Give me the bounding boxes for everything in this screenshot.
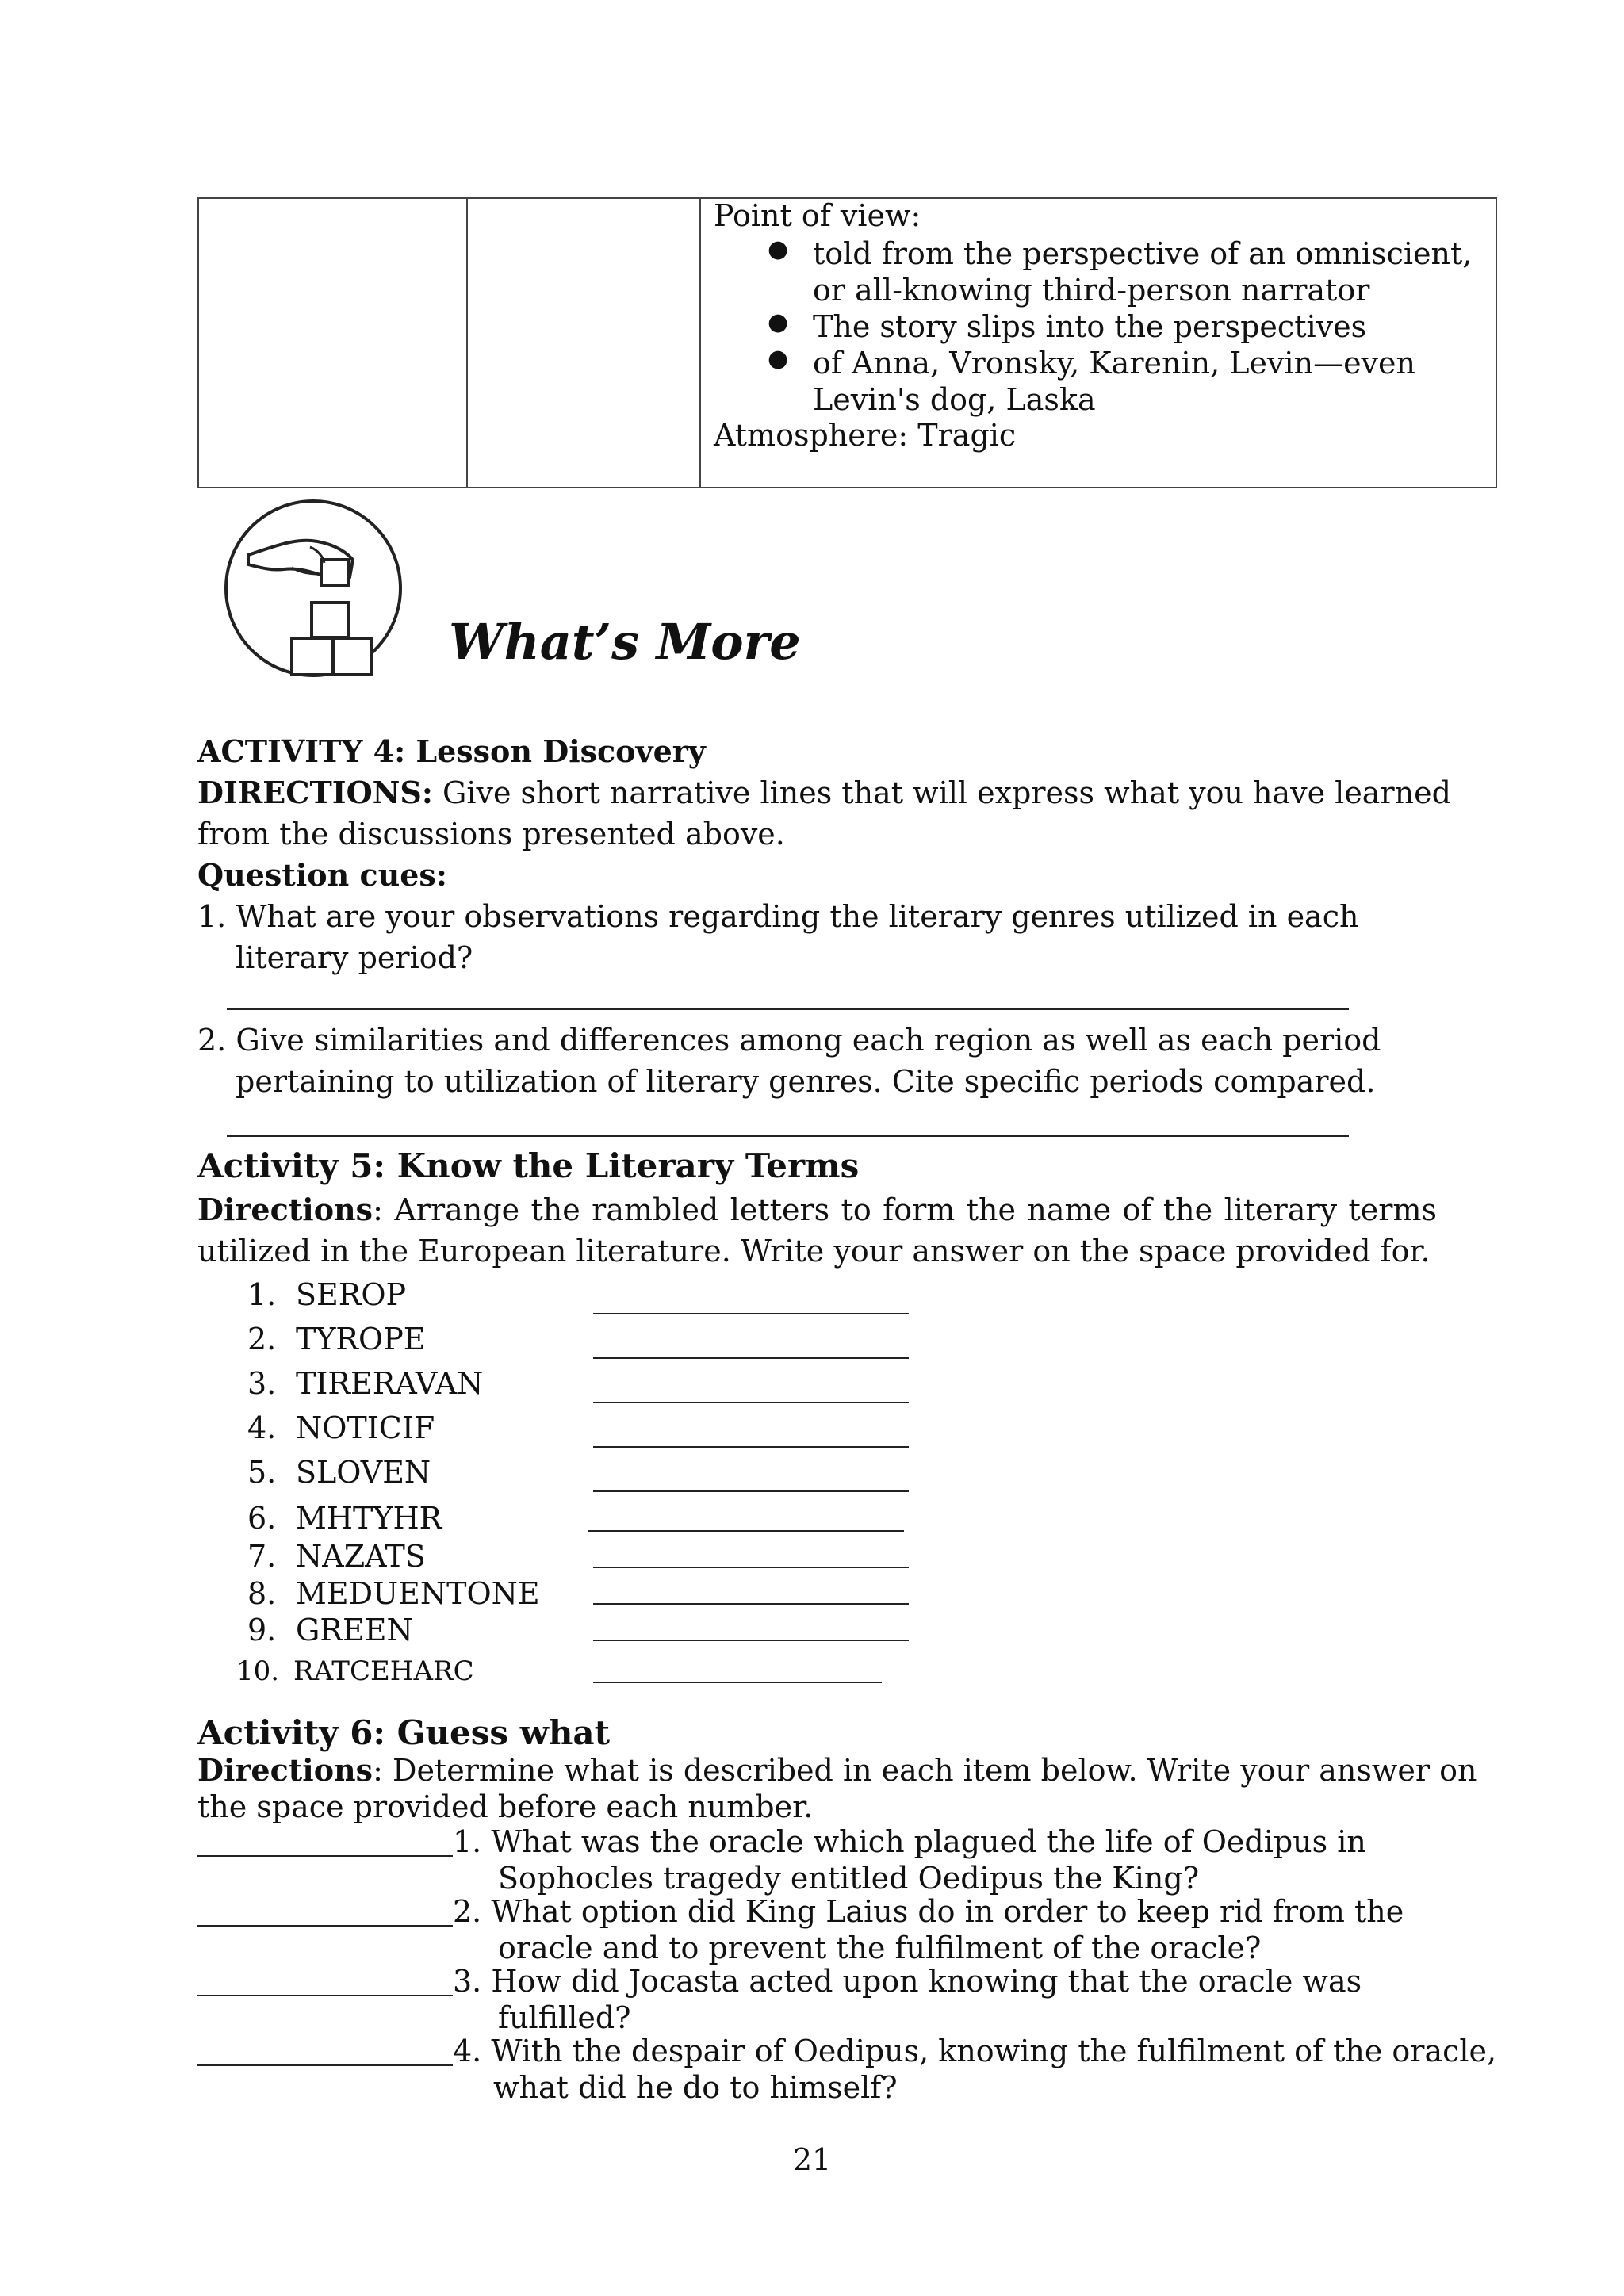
- guess-question: 4. With the despair of Oedipus, knowing the fulfilment of the oracle,: [453, 2034, 1497, 2068]
- guess-question: 1. What was the oracle which plagued the life of Oedipus in: [453, 1824, 1366, 1859]
- answer-blank[interactable]: [593, 1313, 909, 1314]
- bullet-icon: ●: [768, 345, 789, 373]
- directions-label: Directions: [197, 1192, 373, 1227]
- table-divider: [699, 199, 701, 487]
- scrambled-term: TYROPE: [296, 1322, 426, 1357]
- pov-item: Levin's dog, Laska: [813, 382, 1096, 417]
- answer-line[interactable]: [227, 1008, 1349, 1010]
- directions-text: : Arrange the rambled letters to form the name of the literary terms: [373, 1192, 1437, 1227]
- guess-question-cont: what did he do to himself?: [493, 2070, 898, 2105]
- term-number: 9.: [247, 1613, 277, 1647]
- atmosphere: Atmosphere: Tragic: [714, 418, 1017, 453]
- term-number: 3.: [247, 1366, 277, 1401]
- answer-blank[interactable]: [197, 1855, 453, 1857]
- term-number: 4.: [247, 1410, 277, 1445]
- question-1: 1. What are your observations regarding the literary genres utilized in each: [197, 899, 1359, 934]
- pov-item: The story slips into the perspectives: [813, 309, 1367, 344]
- activity4-title: ACTIVITY 4: Lesson Discovery: [197, 733, 706, 769]
- section-title: What’s More: [449, 613, 801, 671]
- answer-blank[interactable]: [593, 1490, 909, 1492]
- answer-blank[interactable]: [593, 1682, 882, 1683]
- table-divider: [466, 199, 468, 487]
- answer-blank[interactable]: [593, 1446, 909, 1448]
- scrambled-term: GREEN: [296, 1613, 413, 1647]
- scrambled-term: NOTICIF: [296, 1410, 435, 1445]
- term-number: 7.: [247, 1539, 277, 1574]
- directions-text: : Determine what is described in each item below. Write your answer on: [373, 1753, 1477, 1788]
- scrambled-term: RATCEHARC: [293, 1655, 474, 1687]
- answer-blank[interactable]: [593, 1640, 909, 1641]
- scrambled-term: NAZATS: [296, 1539, 426, 1574]
- blocks-stacking-hand-icon: [216, 492, 407, 690]
- pov-item: or all-knowing third-person narrator: [813, 273, 1370, 308]
- guess-question-cont: Sophocles tragedy entitled Oedipus the King?: [498, 1861, 1200, 1896]
- activity6-directions: [197, 1752, 1477, 1789]
- activity5-directions-line2: utilized in the European literature. Write your answer on the space provided for.: [197, 1234, 1431, 1269]
- term-number: 2.: [247, 1322, 277, 1357]
- answer-blank[interactable]: [588, 1530, 904, 1532]
- scrambled-term: TIRERAVAN: [296, 1366, 484, 1401]
- scrambled-term: SLOVEN: [296, 1455, 431, 1490]
- answer-blank[interactable]: [197, 1925, 453, 1927]
- term-number: 6.: [247, 1501, 277, 1536]
- activity6-directions-line2: the space provided before each number.: [197, 1789, 814, 1824]
- scrambled-term: MHTYHR: [296, 1501, 442, 1536]
- page-number: 21: [792, 2142, 832, 2177]
- guess-question: 3. How did Jocasta acted upon knowing that the oracle was: [453, 1964, 1362, 1999]
- answer-blank[interactable]: [593, 1402, 909, 1403]
- directions-label: Directions: [197, 1752, 373, 1788]
- answer-blank[interactable]: [593, 1603, 909, 1605]
- activity5-directions: [197, 1192, 1437, 1228]
- bullet-icon: ●: [768, 235, 789, 263]
- term-number: 1.: [247, 1277, 277, 1312]
- activity4-directions: [197, 775, 1451, 811]
- term-number: 8.: [247, 1576, 277, 1611]
- directions-text: Give short narrative lines that will express what you have learned: [442, 775, 1451, 810]
- question-cues-label: Question cues:: [197, 857, 447, 893]
- term-number: 10.: [236, 1655, 280, 1687]
- activity4-directions-line2: from the discussions presented above.: [197, 817, 785, 851]
- guess-question: 2. What option did King Laius do in order to keep rid from the: [453, 1894, 1404, 1929]
- question-1-cont: literary period?: [236, 940, 473, 975]
- activity6-title: Activity 6: Guess what: [197, 1713, 610, 1752]
- activity5-title: Activity 5: Know the Literary Terms: [197, 1146, 860, 1185]
- guess-question-cont: fulfilled?: [498, 2000, 631, 2035]
- answer-line[interactable]: [227, 1135, 1349, 1137]
- directions-label: DIRECTIONS:: [197, 775, 433, 810]
- pov-item: told from the perspective of an omniscient,: [813, 236, 1473, 271]
- scrambled-term: SEROP: [296, 1277, 407, 1312]
- scrambled-term: MEDUENTONE: [296, 1576, 540, 1611]
- question-2-cont: pertaining to utilization of literary genres. Cite specific periods compared.: [236, 1064, 1376, 1099]
- bullet-icon: ●: [768, 308, 789, 336]
- answer-blank[interactable]: [593, 1357, 909, 1359]
- question-2: 2. Give similarities and differences among each region as well as each period: [197, 1023, 1381, 1058]
- answer-blank[interactable]: [197, 1995, 453, 1996]
- answer-blank[interactable]: [593, 1567, 909, 1568]
- term-number: 5.: [247, 1455, 277, 1490]
- point-of-view-label: Point of view:: [714, 198, 921, 233]
- guess-question-cont: oracle and to prevent the fulfilment of the oracle?: [498, 1931, 1262, 1965]
- pov-item: of Anna, Vronsky, Karenin, Levin—even: [813, 346, 1415, 381]
- answer-blank[interactable]: [197, 2064, 453, 2066]
